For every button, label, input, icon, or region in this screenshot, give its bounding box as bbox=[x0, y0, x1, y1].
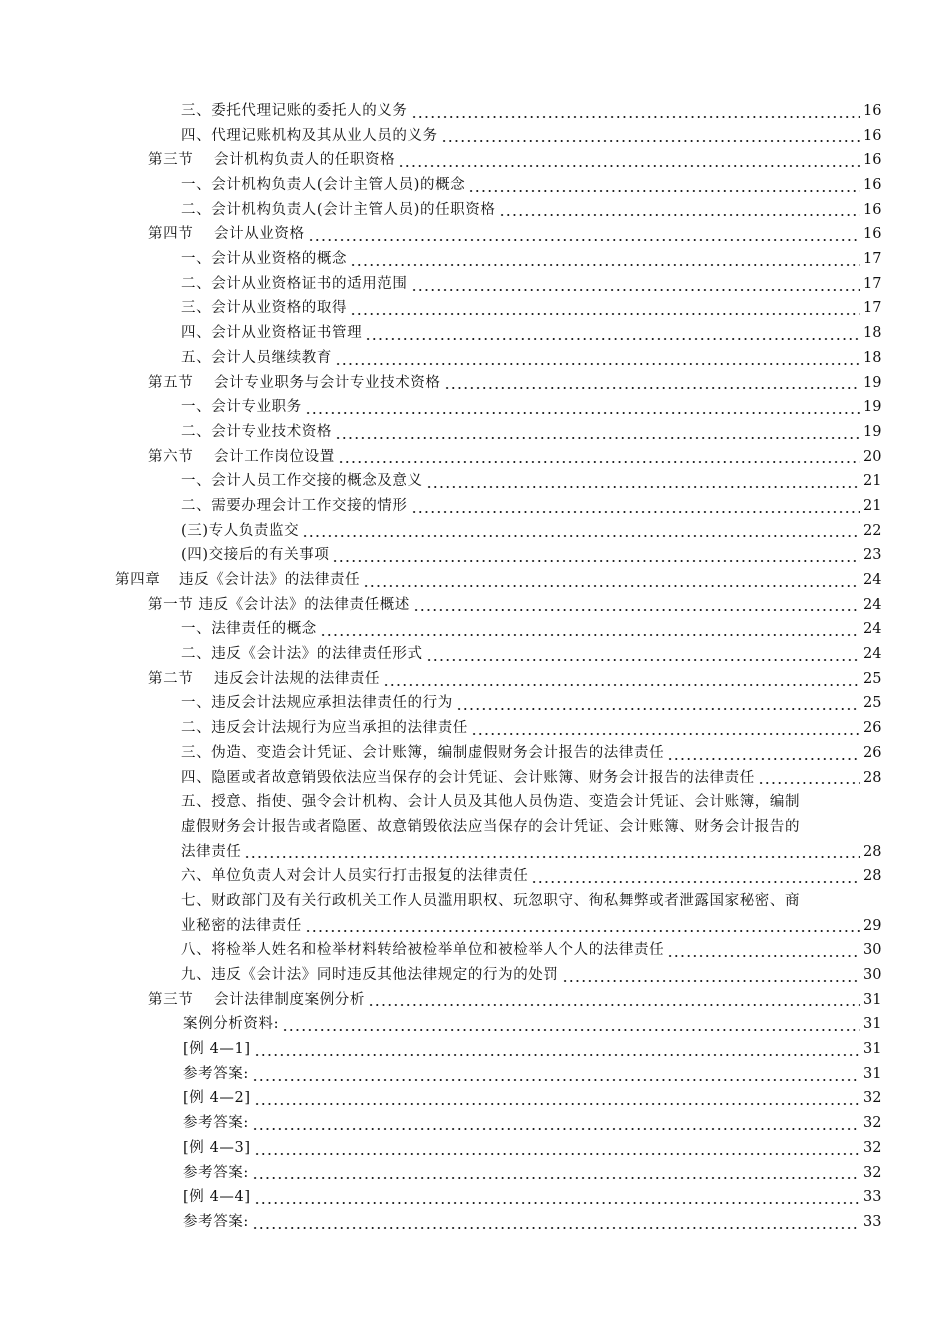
toc-page-number: 17 bbox=[863, 300, 882, 317]
toc-entry-title: 一、法律责任的概念 bbox=[181, 621, 317, 638]
toc-page-number: 19 bbox=[863, 374, 882, 391]
dot-leader bbox=[254, 1153, 860, 1155]
dot-leader bbox=[667, 955, 860, 957]
toc-entry-title: 二、违反《会计法》的法律责任形式 bbox=[181, 646, 423, 663]
toc-page-number: 24 bbox=[863, 646, 882, 663]
toc-entry-title: [例 4—1] bbox=[183, 1041, 251, 1058]
toc-entry[interactable] bbox=[0, 617, 950, 642]
toc-entry[interactable] bbox=[0, 272, 950, 297]
toc-page-number: 23 bbox=[863, 547, 882, 564]
toc-entry[interactable] bbox=[0, 124, 950, 149]
toc-entry-title: 二、会计从业资格证书的适用范围 bbox=[181, 275, 408, 292]
toc-entry-line[interactable]: 五、授意、指使、强令会计机构、会计人员及其他人员伪造、变造会计凭证、会计账簿，编制 bbox=[181, 794, 801, 811]
toc-page-number: 16 bbox=[863, 226, 882, 243]
toc-entry-title: 四、会计从业资格证书管理 bbox=[181, 325, 363, 342]
toc-entry[interactable] bbox=[0, 321, 950, 346]
toc-page-number: 31 bbox=[863, 991, 882, 1008]
toc-entry[interactable] bbox=[0, 1210, 950, 1235]
dot-leader bbox=[411, 116, 861, 118]
toc-section[interactable] bbox=[0, 148, 950, 173]
toc-entry-title: 二、违反会计法规行为应当承担的法律责任 bbox=[181, 720, 468, 737]
section-label: 第三节 bbox=[148, 152, 194, 169]
toc-page-number: 32 bbox=[863, 1090, 882, 1107]
dot-leader bbox=[444, 387, 861, 389]
toc-entry[interactable] bbox=[0, 395, 950, 420]
toc-page-number: 28 bbox=[863, 843, 882, 860]
table-of-contents bbox=[0, 99, 950, 1235]
toc-entry[interactable] bbox=[0, 864, 950, 889]
dot-leader bbox=[383, 684, 860, 686]
toc-entry[interactable] bbox=[0, 1185, 950, 1210]
dot-leader bbox=[456, 708, 860, 710]
dot-leader bbox=[499, 214, 860, 216]
toc-page-number: 16 bbox=[863, 201, 882, 218]
toc-entry-title: 九、违反《会计法》同时违反其他法律规定的行为的处罚 bbox=[181, 967, 559, 984]
dot-leader bbox=[468, 190, 860, 192]
toc-page-number: 31 bbox=[863, 1016, 882, 1033]
dot-leader bbox=[252, 1128, 860, 1130]
toc-page-number: 22 bbox=[863, 522, 882, 539]
toc-entry[interactable] bbox=[0, 1111, 950, 1136]
toc-entry-title: [例 4—3] bbox=[183, 1139, 251, 1156]
toc-page-number: 19 bbox=[863, 423, 882, 440]
toc-page-number: 28 bbox=[863, 769, 882, 786]
dot-leader bbox=[531, 881, 860, 883]
toc-page-number: 28 bbox=[863, 868, 882, 885]
toc-entry-title: [例 4—2] bbox=[183, 1090, 251, 1107]
toc-entry-title: 三、会计从业资格的取得 bbox=[181, 300, 348, 317]
section-title: 会计专业职务与会计专业技术资格 bbox=[214, 374, 441, 391]
toc-entry-title: 六、单位负责人对会计人员实行打击报复的法律责任 bbox=[181, 868, 529, 885]
toc-entry[interactable] bbox=[0, 1087, 950, 1112]
toc-entry[interactable] bbox=[0, 469, 950, 494]
toc-page-number: 32 bbox=[863, 1164, 882, 1181]
toc-entry-title: 案例分析资料: bbox=[183, 1016, 280, 1033]
toc-entry[interactable] bbox=[0, 99, 950, 124]
toc-entry[interactable] bbox=[0, 1012, 950, 1037]
dot-leader bbox=[320, 634, 860, 636]
toc-entry[interactable] bbox=[0, 346, 950, 371]
chapter-title: 违反《会计法》的法律责任 bbox=[179, 572, 361, 589]
toc-entry[interactable] bbox=[0, 1161, 950, 1186]
dot-leader bbox=[426, 486, 860, 488]
toc-entry[interactable] bbox=[0, 519, 950, 544]
dot-leader bbox=[302, 535, 860, 537]
dot-leader bbox=[252, 1177, 860, 1179]
toc-page-number: 26 bbox=[863, 720, 882, 737]
dot-leader bbox=[667, 758, 860, 760]
toc-entry-title: 二、会计机构负责人(会计主管人员)的任职资格 bbox=[181, 201, 496, 218]
dot-leader bbox=[338, 461, 860, 463]
toc-page-number: 25 bbox=[863, 695, 882, 712]
toc-entry[interactable] bbox=[0, 741, 950, 766]
toc-entry-title: 八、将检举人姓名和检举材料转给被检举单位和被检举人个人的法律责任 bbox=[181, 942, 665, 959]
toc-page-number: 25 bbox=[863, 670, 882, 687]
toc-page-number: 24 bbox=[863, 621, 882, 638]
section-label: 第三节 bbox=[148, 991, 194, 1008]
toc-entry[interactable] bbox=[0, 914, 950, 939]
toc-entry[interactable] bbox=[0, 692, 950, 717]
toc-entry[interactable] bbox=[0, 938, 950, 963]
dot-leader bbox=[332, 560, 860, 562]
toc-entry-title: 二、需要办理会计工作交接的情形 bbox=[181, 497, 408, 514]
toc-section[interactable] bbox=[0, 667, 950, 692]
section-title: 会计机构负责人的任职资格 bbox=[214, 152, 396, 169]
dot-leader bbox=[244, 856, 860, 858]
toc-section[interactable] bbox=[0, 371, 950, 396]
toc-page-number: 20 bbox=[863, 448, 882, 465]
toc-entry-title: 一、违反会计法规应承担法律责任的行为 bbox=[181, 695, 453, 712]
section-title: 会计从业资格 bbox=[214, 226, 305, 243]
dot-leader bbox=[252, 1079, 860, 1081]
section-title: 违反会计法规的法律责任 bbox=[214, 670, 381, 687]
toc-page-number: 16 bbox=[863, 177, 882, 194]
dot-leader bbox=[471, 733, 860, 735]
toc-page-number: 33 bbox=[863, 1213, 882, 1230]
section-title: 第一节 违反《会计法》的法律责任概述 bbox=[148, 596, 410, 613]
toc-entry[interactable] bbox=[0, 198, 950, 223]
toc-entry[interactable] bbox=[0, 543, 950, 568]
toc-entry[interactable] bbox=[0, 642, 950, 667]
dot-leader bbox=[254, 1103, 860, 1105]
dot-leader bbox=[562, 980, 861, 982]
toc-page-number: 31 bbox=[863, 1041, 882, 1058]
dot-leader bbox=[411, 289, 861, 291]
toc-page-number: 30 bbox=[863, 967, 882, 984]
toc-page-number: 16 bbox=[863, 127, 882, 144]
dot-leader bbox=[305, 412, 860, 414]
toc-entry[interactable] bbox=[0, 494, 950, 519]
toc-page-number: 18 bbox=[863, 349, 882, 366]
section-label: 第四节 bbox=[148, 226, 194, 243]
toc-entry[interactable] bbox=[0, 297, 950, 322]
toc-entry-title: 三、委托代理记账的委托人的义务 bbox=[181, 102, 408, 119]
dot-leader bbox=[254, 1202, 860, 1204]
dot-leader bbox=[398, 165, 860, 167]
toc-entry-title: 四、隐匿或者故意销毁依法应当保存的会计凭证、会计账簿、财务会计报告的法律责任 bbox=[181, 769, 755, 786]
toc-entry[interactable] bbox=[0, 1062, 950, 1087]
dot-leader bbox=[252, 1227, 860, 1229]
toc-entry-title: 三、伪造、变造会计凭证、会计账簿，编制虚假财务会计报告的法律责任 bbox=[181, 744, 665, 761]
toc-page-number: 24 bbox=[863, 596, 882, 613]
toc-entry-title: 一、会计人员工作交接的概念及意义 bbox=[181, 473, 423, 490]
section-label: 第二节 bbox=[148, 670, 194, 687]
toc-page-number: 21 bbox=[863, 497, 882, 514]
toc-entry-title: 四、代理记账机构及其从业人员的义务 bbox=[181, 127, 438, 144]
toc-entry[interactable] bbox=[0, 1037, 950, 1062]
dot-leader bbox=[308, 239, 860, 241]
toc-section[interactable] bbox=[0, 593, 950, 618]
toc-entry-title: (四)交接后的有关事项 bbox=[181, 547, 330, 564]
dot-leader bbox=[413, 609, 860, 611]
toc-page-number: 17 bbox=[863, 275, 882, 292]
toc-entry-title: 业秘密的法律责任 bbox=[181, 917, 302, 934]
toc-entry-title: 参考答案: bbox=[183, 1115, 249, 1132]
toc-page-number: 16 bbox=[863, 102, 882, 119]
toc-entry-title: 一、会计从业资格的概念 bbox=[181, 251, 348, 268]
section-label: 第五节 bbox=[148, 374, 194, 391]
toc-entry[interactable] bbox=[0, 716, 950, 741]
dot-leader bbox=[335, 437, 860, 439]
toc-page-number: 17 bbox=[863, 251, 882, 268]
dot-leader bbox=[305, 930, 860, 932]
toc-page-number: 32 bbox=[863, 1139, 882, 1156]
toc-entry-title: 二、会计专业技术资格 bbox=[181, 423, 332, 440]
dot-leader bbox=[368, 1004, 860, 1006]
toc-entry-title: [例 4—4] bbox=[183, 1189, 251, 1206]
toc-entry-title: 一、会计机构负责人(会计主管人员)的概念 bbox=[181, 177, 466, 194]
dot-leader bbox=[363, 585, 860, 587]
chapter-label: 第四章 bbox=[115, 572, 161, 589]
toc-chapter[interactable] bbox=[0, 568, 950, 593]
toc-page-number: 26 bbox=[863, 744, 882, 761]
dot-leader bbox=[365, 338, 860, 340]
toc-entry-line[interactable]: 七、财政部门及有关行政机关工作人员滥用职权、玩忽职守、徇私舞弊或者泄露国家秘密、商 bbox=[181, 893, 801, 909]
dot-leader bbox=[254, 1054, 860, 1056]
toc-page-number: 30 bbox=[863, 942, 882, 959]
dot-leader bbox=[350, 313, 860, 315]
toc-section[interactable] bbox=[0, 222, 950, 247]
toc-section[interactable] bbox=[0, 445, 950, 470]
dot-leader bbox=[758, 782, 860, 784]
toc-page-number: 18 bbox=[863, 325, 882, 342]
toc-page-number: 21 bbox=[863, 473, 882, 490]
toc-entry-title: 参考答案: bbox=[183, 1164, 249, 1181]
toc-entry[interactable] bbox=[0, 963, 950, 988]
toc-page-number: 31 bbox=[863, 1065, 882, 1082]
section-title: 会计法律制度案例分析 bbox=[214, 991, 365, 1008]
toc-page-number: 24 bbox=[863, 572, 882, 589]
dot-leader bbox=[335, 363, 860, 365]
toc-entry-title: 五、会计人员继续教育 bbox=[181, 349, 332, 366]
toc-entry-line[interactable]: 虚假财务会计报告或者隐匿、故意销毁依法应当保存的会计凭证、会计账簿、财务会计报告的 bbox=[181, 818, 801, 835]
toc-page-number: 32 bbox=[863, 1115, 882, 1132]
toc-entry-title: (三)专人负责监交 bbox=[181, 522, 300, 539]
toc-section[interactable] bbox=[0, 988, 950, 1013]
toc-entry-title: 参考答案: bbox=[183, 1213, 249, 1230]
toc-page-number: 29 bbox=[863, 917, 882, 934]
toc-entry-title: 一、会计专业职务 bbox=[181, 399, 302, 416]
section-label: 第六节 bbox=[148, 448, 194, 465]
dot-leader bbox=[426, 659, 860, 661]
dot-leader bbox=[411, 511, 861, 513]
toc-entry[interactable] bbox=[0, 840, 950, 865]
dot-leader bbox=[282, 1029, 860, 1031]
toc-entry[interactable] bbox=[0, 173, 950, 198]
toc-entry[interactable] bbox=[0, 247, 950, 272]
toc-entry-title: 法律责任 bbox=[181, 843, 242, 860]
toc-entry[interactable] bbox=[0, 420, 950, 445]
toc-entry-title: 参考答案: bbox=[183, 1065, 249, 1082]
toc-page-number: 33 bbox=[863, 1189, 882, 1206]
dot-leader bbox=[441, 140, 860, 142]
toc-page-number: 16 bbox=[863, 152, 882, 169]
section-title: 会计工作岗位设置 bbox=[214, 448, 335, 465]
toc-entry[interactable] bbox=[0, 766, 950, 791]
toc-page-number: 19 bbox=[863, 399, 882, 416]
dot-leader bbox=[350, 264, 860, 266]
toc-entry[interactable] bbox=[0, 1136, 950, 1161]
